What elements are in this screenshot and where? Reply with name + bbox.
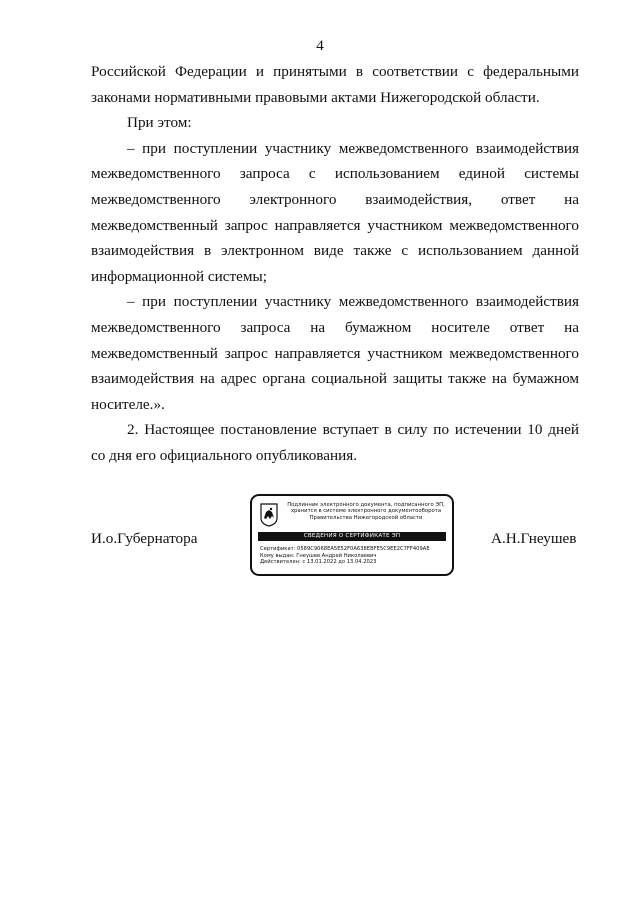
stamp-header-line: хранится в системе электронного документооборота xyxy=(290,508,442,515)
page-number: 4 xyxy=(316,38,324,54)
paragraph-2: При этом: xyxy=(127,114,192,132)
electronic-signature-stamp xyxy=(250,494,454,576)
certificate-validity: Действителен: с 13.01.2022 до 13.04.2023 xyxy=(260,559,377,566)
stamp-details xyxy=(260,546,450,566)
paragraph-3: – при поступлении участнику межведомственного взаимодействия межведомственного запроса с использованием единой системы межведомственного электронного взаимодействия, ответ на межведомственный запрос направляется участником межведомственного взаимодействия в электронном виде также с использованием данной информационной системы; xyxy=(91,139,579,285)
stamp-header-line: Правительства Нижегородской области xyxy=(309,514,423,521)
certificate-owner: Кому выдан: Гнеушев Андрей Николаевич xyxy=(260,552,377,559)
document-body xyxy=(91,59,579,469)
stamp-header-line: Подлинник электронного документа, подписанного ЭП, xyxy=(287,502,445,508)
stamp-title-bar: СВЕДЕНИЯ О СЕРТИФИКАТЕ ЭП xyxy=(258,532,446,541)
paragraph-4: – при поступлении участнику межведомственного взаимодействия межведомственного запроса на бумажном носителе ответ на межведомственный запрос направляется участником межведомственного взаимодействия на адрес органа социальной защиты также на бумажном носителе.». xyxy=(91,293,579,413)
stamp-header xyxy=(282,502,450,521)
certificate-number: Сертификат: 0589C9068EA5E52F0A638EBFE5C9EE2C7FF409AE xyxy=(260,546,430,552)
paragraph-1: Российской Федерации и принятыми в соответствии с федеральными законами нормативными правовыми актами Нижегородской области. xyxy=(91,63,579,106)
coat-of-arms-icon xyxy=(260,503,278,527)
signatory-name: А.Н.Гнеушев xyxy=(491,530,577,547)
signatory-position: И.о.Губернатора xyxy=(91,530,198,547)
paragraph-5: 2. Настоящее постановление вступает в силу по истечении 10 дней со дня его официального опубликования. xyxy=(91,421,579,464)
